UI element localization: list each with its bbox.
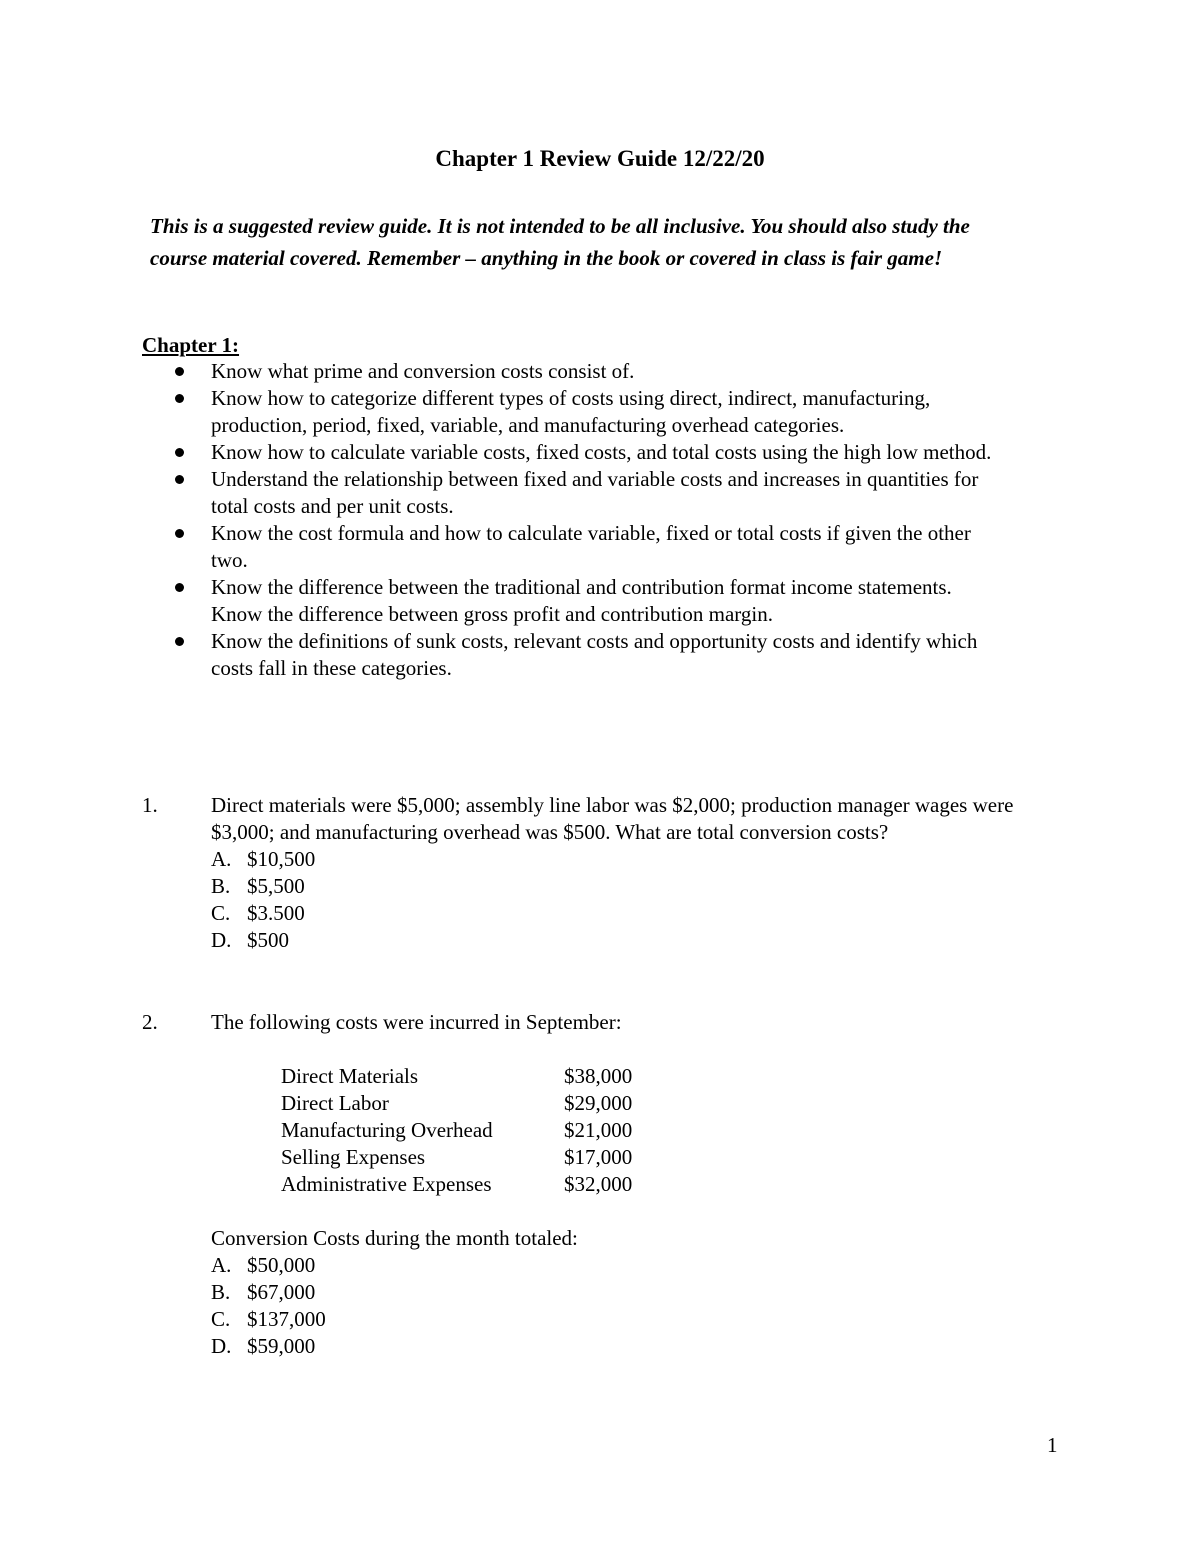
answer-choice [211, 900, 1042, 927]
cost-amount: $38,000 [564, 1064, 633, 1088]
list-item [170, 574, 1000, 628]
answer-choice [211, 1252, 1042, 1279]
bullet-text: Know how to calculate variable costs, fixed costs, and total costs using the high low method. [211, 440, 992, 464]
answer-choice [211, 873, 1042, 900]
question-text: Direct materials were $5,000; assembly line labor was $2,000; production manager wages were $3,000; and manufacturing overhead was $500. What are total conversion costs? [211, 793, 1014, 844]
choice-letter: A. [211, 1253, 232, 1277]
cost-amount: $29,000 [564, 1091, 633, 1115]
table-row [281, 1144, 632, 1171]
choice-letter: D. [211, 1334, 232, 1358]
review-bullet-list [170, 358, 1000, 682]
bullet-icon [175, 583, 184, 592]
list-item [170, 628, 1000, 682]
page-title: Chapter 1 Review Guide 12/22/20 [435, 146, 765, 171]
cost-table [281, 1063, 632, 1198]
table-row [281, 1090, 632, 1117]
table-row [281, 1117, 632, 1144]
question-number: 1. [142, 793, 158, 817]
cost-label: Selling Expenses [281, 1145, 426, 1169]
cost-amount: $17,000 [564, 1145, 633, 1169]
answer-choices [211, 846, 1042, 954]
choice-text: $50,000 [247, 1253, 316, 1277]
question-number: 2. [142, 1010, 158, 1034]
answer-choice [211, 927, 1042, 954]
choice-text: $5,500 [247, 874, 305, 898]
choice-letter: B. [211, 1280, 231, 1304]
choice-text: $3.500 [247, 901, 305, 925]
cost-label: Direct Labor [281, 1091, 389, 1115]
question-prompt: Conversion Costs during the month totaled: [211, 1226, 578, 1250]
choice-text: $59,000 [247, 1334, 316, 1358]
intro-paragraph: This is a suggested review guide. It is not intended to be all inclusive. You should also study the course material covered. Remember – anything in the book or covered in class is fair game! [150, 214, 970, 270]
cost-label: Manufacturing Overhead [281, 1118, 493, 1142]
choice-letter: A. [211, 847, 232, 871]
section-heading: Chapter 1: [142, 333, 240, 357]
list-item [170, 358, 1000, 385]
choice-letter: C. [211, 1307, 231, 1331]
bullet-text: Know the cost formula and how to calculate variable, fixed or total costs if given the other two. [211, 521, 971, 572]
bullet-text: Know the difference between the traditional and contribution format income statements. Know the difference between gross profit and contribution margin. [211, 575, 952, 626]
choice-text: $10,500 [247, 847, 316, 871]
cost-amount: $32,000 [564, 1172, 633, 1196]
answer-choice [211, 1333, 1042, 1360]
bullet-icon [175, 394, 184, 403]
choice-text: $137,000 [247, 1307, 326, 1331]
question-text: The following costs were incurred in September: [211, 1010, 622, 1034]
bullet-icon [175, 448, 184, 457]
bullet-icon [175, 475, 184, 484]
bullet-icon [175, 529, 184, 538]
table-row [281, 1171, 632, 1198]
bullet-icon [175, 367, 184, 376]
table-row [281, 1063, 632, 1090]
bullet-icon [175, 637, 184, 646]
choice-text: $67,000 [247, 1280, 316, 1304]
question-2 [142, 1009, 1042, 1360]
bullet-text: Understand the relationship between fixed and variable costs and increases in quantities for total costs and per unit costs. [211, 467, 979, 518]
list-item [170, 439, 1000, 466]
choice-letter: C. [211, 901, 231, 925]
answer-choice [211, 1306, 1042, 1333]
answer-choice [211, 1279, 1042, 1306]
answer-choices [211, 1252, 1042, 1360]
list-item [170, 466, 1000, 520]
bullet-text: Know what prime and conversion costs consist of. [211, 359, 635, 383]
bullet-text: Know the definitions of sunk costs, relevant costs and opportunity costs and identify which costs fall in these categories. [211, 629, 978, 680]
page-number: 1 [1047, 1433, 1058, 1457]
question-1 [142, 792, 1042, 954]
choice-letter: D. [211, 928, 232, 952]
list-item [170, 520, 1000, 574]
choice-letter: B. [211, 874, 231, 898]
answer-choice [211, 846, 1042, 873]
list-item [170, 385, 1000, 439]
cost-label: Administrative Expenses [281, 1172, 492, 1196]
cost-amount: $21,000 [564, 1118, 633, 1142]
choice-text: $500 [247, 928, 289, 952]
cost-label: Direct Materials [281, 1064, 419, 1088]
bullet-text: Know how to categorize different types of costs using direct, indirect, manufacturing, production, period, fixed, variable, and manufacturing overhead categories. [211, 386, 931, 437]
